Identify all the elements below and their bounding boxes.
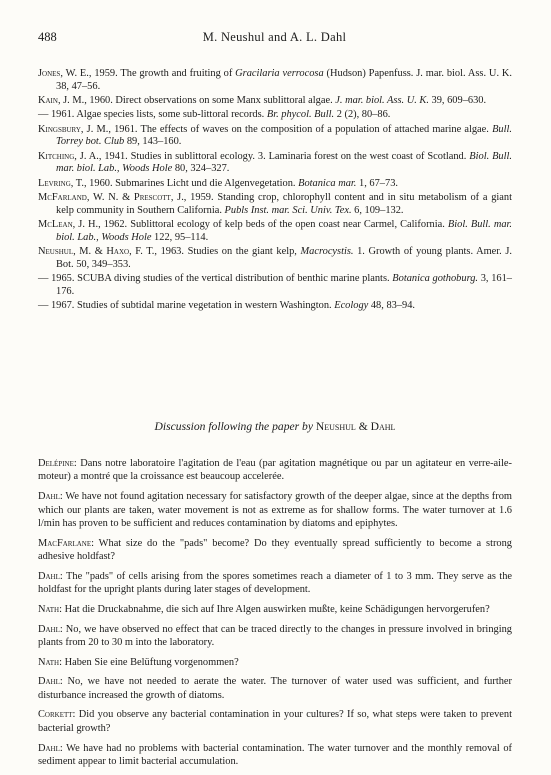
- speaker-name: Nath:: [38, 656, 63, 668]
- discussion-entry: [38, 537, 512, 564]
- discussion-entry: [38, 656, 512, 669]
- reference-text: 1959. The growth and fruiting of: [91, 68, 236, 79]
- reference-author: Neushul, M. & Haxo, F. T.,: [38, 246, 157, 258]
- speaker-remark: Did you observe any bacterial contamination in your cultures? If so, what steps were taken to prevent bacterial growth?: [38, 709, 512, 734]
- reference-journal: Macrocystis.: [300, 246, 354, 258]
- reference-author: McLean, J. H.,: [38, 219, 101, 231]
- speaker-remark: The "pads" of cells arising from the spores sometimes reach a diameter of 1 to 3 mm. They serve as the holdfast for the upright plants during later stages of development.: [38, 570, 512, 596]
- reference-entry: [38, 95, 512, 108]
- reference-text: 1960. Submarines Licht und die Algenvegetation.: [86, 177, 299, 189]
- reference-text: 1963. Studies on the giant kelp,: [157, 246, 301, 258]
- reference-citation: 2 (2), 80–86.: [334, 109, 391, 121]
- reference-text: 1961. The effects of waves on the composition of a population of attached marine algae.: [110, 123, 493, 135]
- speaker-name: Dahl:: [38, 491, 63, 503]
- running-head-authors: M. Neushul and A. L. Dahl: [202, 30, 347, 44]
- reference-list: [38, 68, 512, 314]
- reference-citation: 122, 95–114.: [151, 231, 209, 243]
- speaker-name: MacFarlane:: [38, 537, 95, 549]
- reference-entry: [38, 300, 512, 313]
- reference-text: 1941. Studies in sublittoral ecology. 3. Laminaria forest on the west coast of Scotland.: [101, 150, 470, 162]
- speaker-remark: What size do the "pads" become? Do they eventually spread sufficiently to become a strong adhesive holdfast?: [38, 537, 512, 563]
- discussion-body: [38, 457, 512, 775]
- reference-entry: [38, 124, 512, 149]
- page-number: 488: [38, 30, 57, 44]
- reference-journal: Ecology: [334, 300, 369, 312]
- reference-journal: Botanica mar.: [298, 177, 357, 189]
- discussion-entry: [38, 457, 512, 484]
- reference-text: 1961. Algae species lists, some sub-littoral records.: [48, 109, 267, 121]
- discussion-entry: [38, 708, 512, 735]
- reference-citation: 48, 83–94.: [368, 300, 416, 312]
- running-header: [38, 30, 511, 46]
- reference-citation: 39, 609–630.: [428, 94, 487, 106]
- reference-author: —: [38, 273, 49, 285]
- reference-author: Levring, T.,: [38, 177, 87, 189]
- reference-entry: [38, 109, 512, 122]
- reference-journal: Br. phycol. Bull.: [266, 109, 335, 121]
- speaker-name: Dahl:: [38, 623, 63, 635]
- speaker-remark: We have not found agitation necessary for satisfactory growth of the deeper algae, since at the depths from which our plants are taken, water movement is not as extreme as for shallow forms. The water turnover at 1.6 l/min has proven to be sufficient and reduces contamination by diatoms and epiphytes.: [38, 491, 512, 529]
- reference-citation: 6, 109–132.: [351, 204, 404, 216]
- reference-citation: 3, 161–176.: [56, 273, 513, 297]
- reference-citation: (Hudson) Papenfuss. J. mar. biol. Ass. U. K. 38, 47–56.: [56, 68, 513, 92]
- speaker-remark: No, we have observed no effect that can be traced directly to the changes in pressure involved in bringing plants from 20 to 30 m into the laboratory.: [38, 623, 512, 648]
- reference-entry: [38, 246, 512, 271]
- discussion-entry: [38, 603, 512, 616]
- speaker-name: Dahl:: [38, 676, 63, 688]
- discussion-title: [38, 420, 512, 433]
- discussion-entry: [38, 623, 512, 650]
- discussion-entry: [38, 570, 512, 597]
- reference-entry: [38, 219, 512, 244]
- reference-author: —: [38, 109, 49, 121]
- discussion-entry: [38, 675, 512, 702]
- reference-text: 1959. Standing crop, chlorophyll content and in situ metabolism of a giant kelp community in Southern California.: [56, 192, 512, 216]
- reference-author: Kingsbury, J. M.,: [38, 123, 111, 135]
- speaker-remark: Dans notre laboratoire l'agitation de l'eau (par agitation magnétique ou par un agitateur en verre-aile-moteur) a montré que la croissance est beaucoup accelerée.: [38, 458, 512, 483]
- discussion-title-prefix: Discussion following the paper by: [154, 420, 316, 433]
- reference-author: Kitching, J. A.,: [38, 150, 102, 162]
- reference-author: McFarland, W. N. & Prescott, J.,: [38, 192, 187, 204]
- reference-citation: 80, 324–327.: [172, 163, 230, 175]
- reference-text: 1960. Direct observations on some Manx sublittoral algae.: [86, 94, 336, 106]
- speaker-remark: Hat die Druckabnahme, die sich auf Ihre Algen auswirken mußte, keine Schädigungen hervorgerufen?: [62, 603, 490, 615]
- reference-entry: [38, 68, 512, 93]
- reference-journal: Gracilaria verrocosa: [235, 68, 324, 79]
- reference-journal: Botanica gothoburg.: [392, 273, 479, 285]
- reference-journal: J. mar. biol. Ass. U. K.: [335, 94, 429, 106]
- reference-author: Kain, J. M.,: [38, 94, 87, 106]
- reference-citation: 1. Growth of young plants. Amer. J. Bot. 50, 349–353.: [56, 246, 512, 270]
- speaker-name: Delépine:: [38, 458, 77, 469]
- reference-entry: [38, 273, 512, 298]
- speaker-remark: We have had no problems with bacterial contamination. The water turnover and the monthly removal of sediment appear to limit bacterial accumulation.: [38, 742, 512, 767]
- speaker-remark: No, we have not needed to aerate the water. The turnover of water used was sufficient, and further disturbance increased the growth of diatoms.: [38, 676, 512, 701]
- reference-text: 1967. Studies of subtidal marine vegetation in western Washington.: [48, 300, 335, 312]
- discussion-entry: [38, 742, 512, 769]
- reference-author: —: [38, 300, 49, 312]
- discussion-title-authors: Neushul & Dahl: [315, 420, 396, 433]
- speaker-name: Nath:: [38, 603, 63, 615]
- reference-entry: [38, 151, 512, 176]
- reference-journal: Bull. Torrey bot. Club: [56, 123, 512, 148]
- reference-citation: 1, 67–73.: [356, 177, 398, 189]
- reference-citation: 89, 143–160.: [124, 136, 182, 148]
- reference-text: 1965. SCUBA diving studies of the vertical distribution of benthic marine plants.: [48, 273, 393, 285]
- reference-entry: [38, 178, 512, 191]
- reference-journal: Biol. Bull. mar. biol. Lab., Woods Hole: [56, 150, 512, 175]
- reference-journal: Publs Inst. mar. Sci. Univ. Tex.: [224, 204, 352, 216]
- reference-entry: [38, 192, 512, 217]
- reference-author: Jones, W. E.,: [38, 68, 92, 79]
- speaker-name: Dahl:: [38, 570, 63, 582]
- speaker-name: Corkett:: [38, 709, 76, 721]
- reference-text: 1962. Sublittoral ecology of kelp beds of the open coast near Carmel, California.: [100, 219, 448, 231]
- discussion-entry: [38, 490, 512, 530]
- speaker-remark: Haben Sie eine Belüftung vorgenommen?: [62, 656, 239, 668]
- speaker-name: Dahl:: [38, 742, 63, 754]
- reference-journal: Biol. Bull. mar. biol. Lab., Woods Hole: [56, 219, 513, 243]
